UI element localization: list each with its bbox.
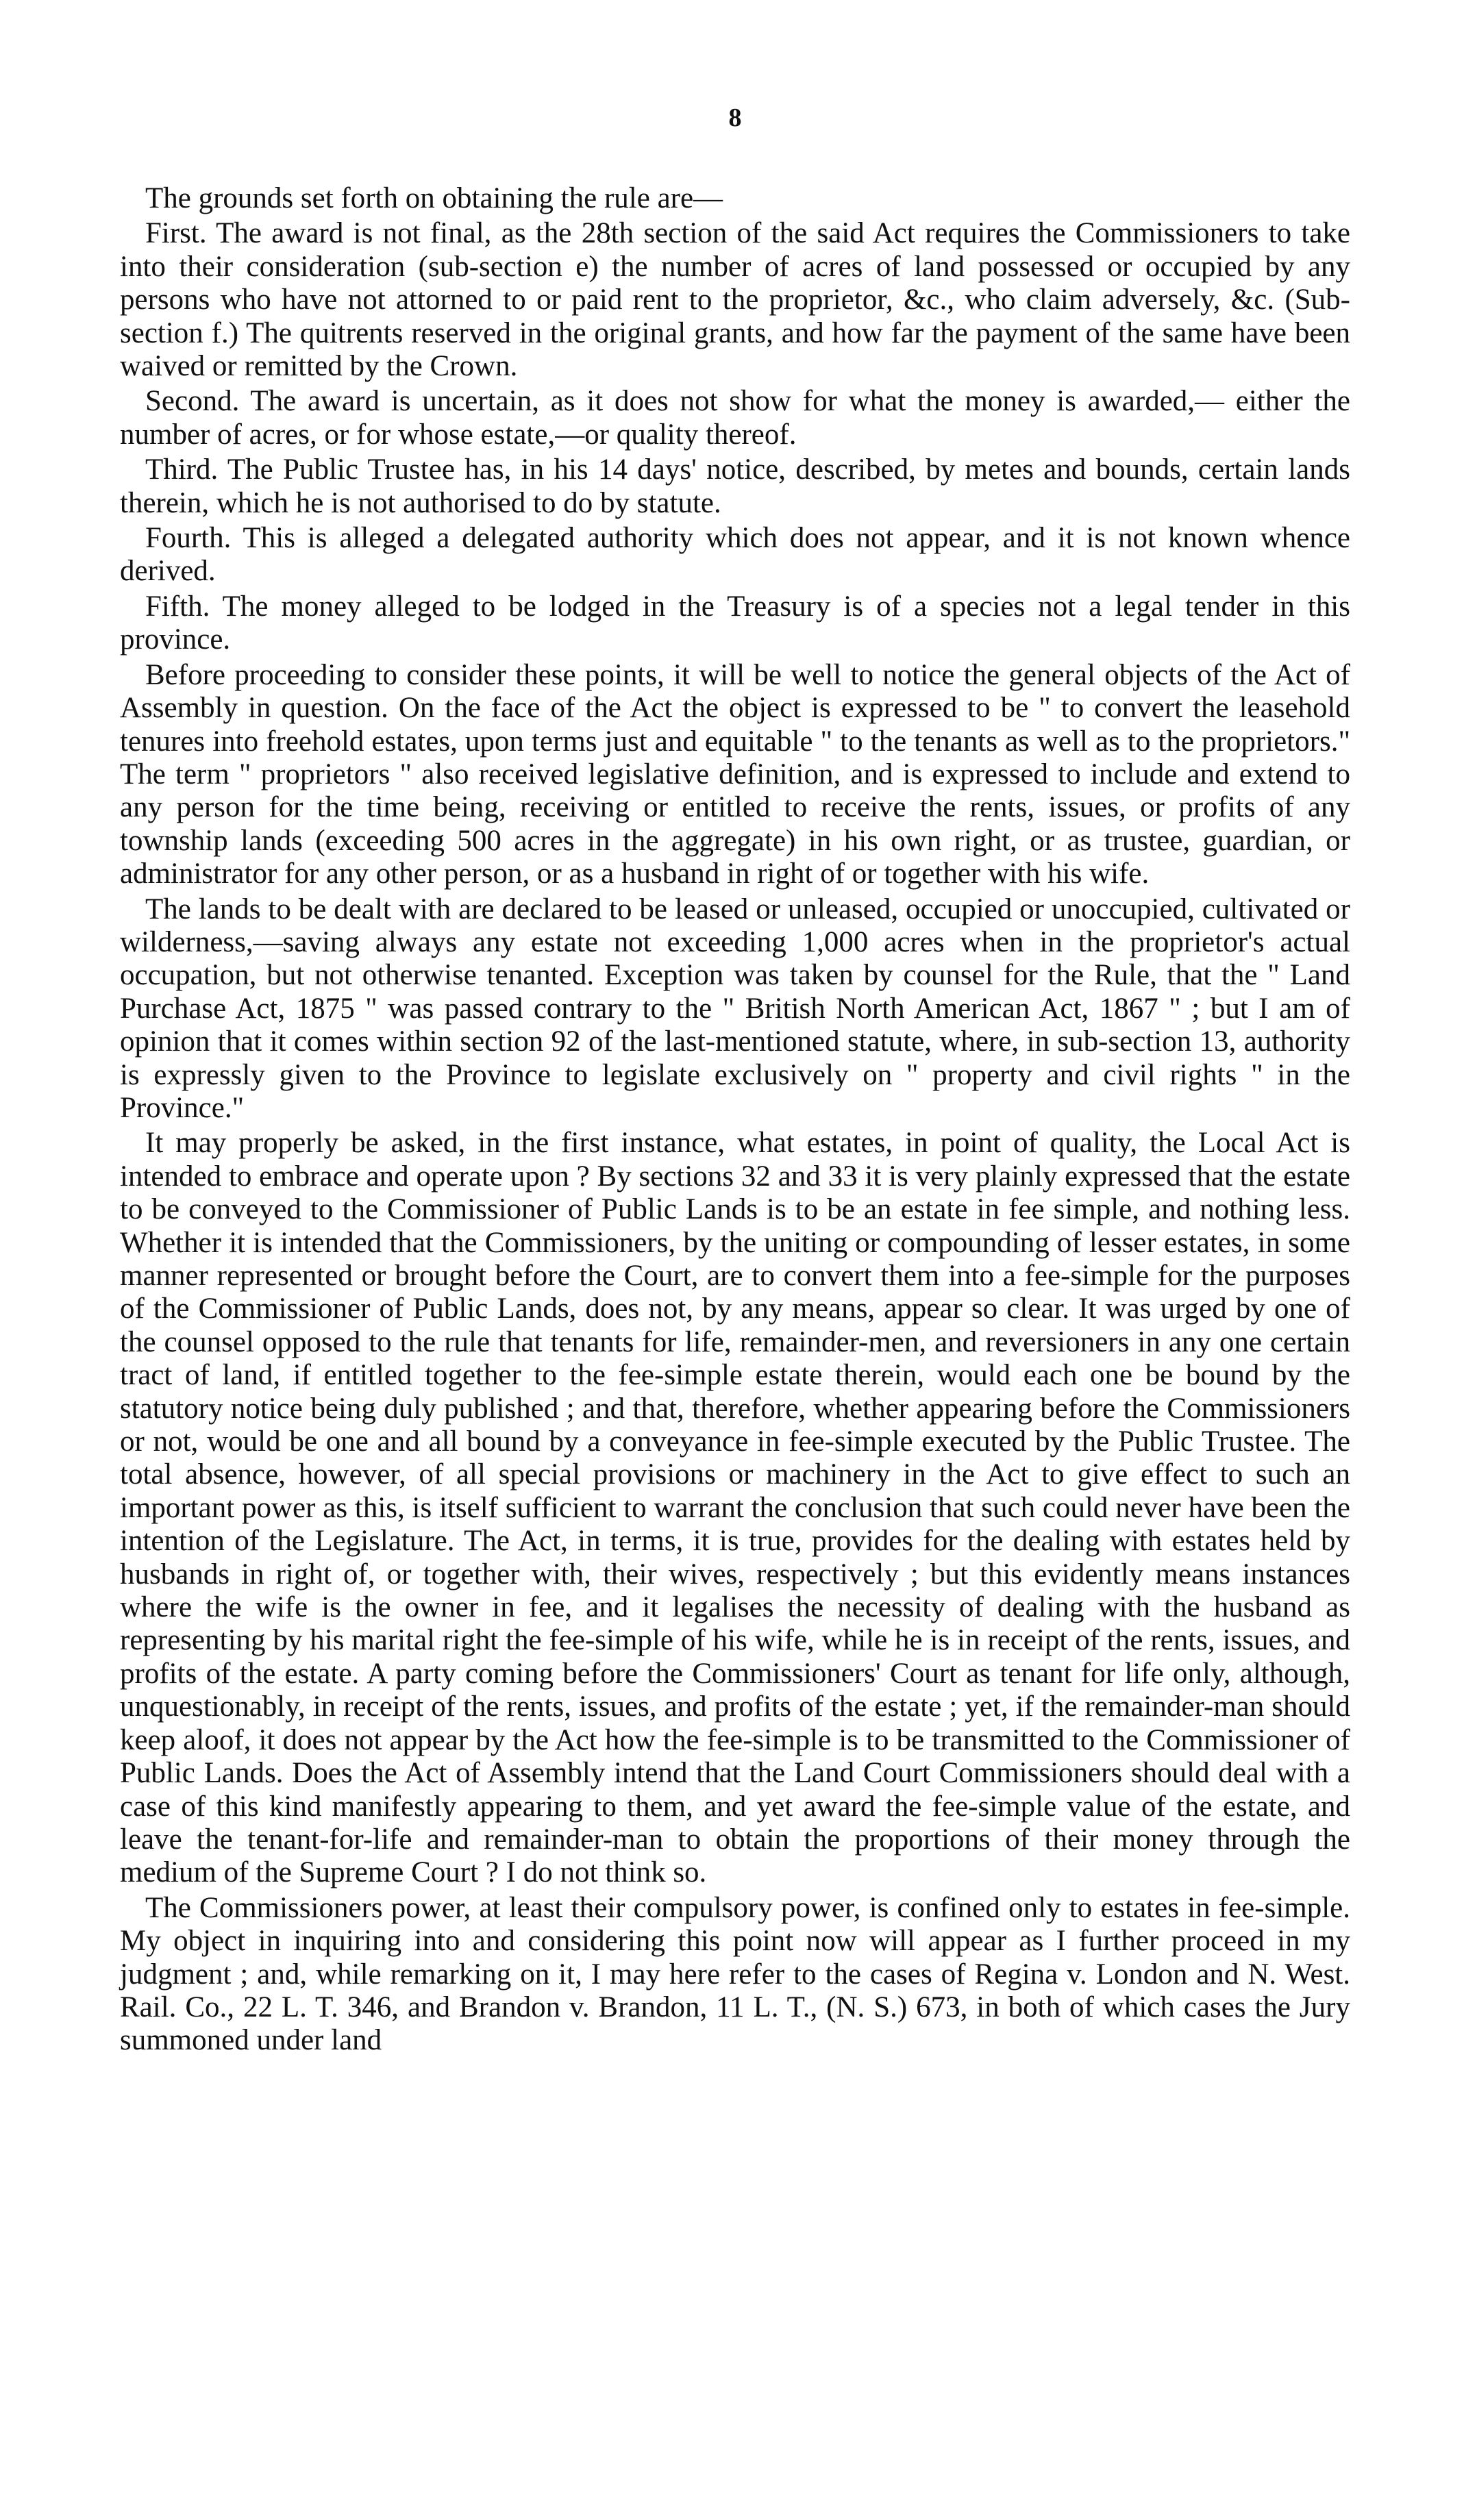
body-text [120,182,1350,2058]
paragraph-third-ground: Third. The Public Trustee has, in his 14 days' notice, described, by metes and bounds, certain lands therein, which he is not authorised to do by statute. [120,453,1350,519]
paragraph-second-ground: Second. The award is uncertain, as it does not show for what the money is awarded,— either the number of acres, or for whose estate,—or quality thereof. [120,385,1350,451]
paragraph-lands-dealt-with: The lands to be dealt with are declared to be leased or unleased, occupied or unoccupied, cultivated or wilderness,—saving always any estate not exceeding 1,000 acres when in the proprietor's actual occupation, but not otherwise tenanted. Exception was taken by counsel for the Rule, that the " Land Purchase Act, 1875 " was passed contrary to the " British North American Act, 1867 " ; but I am of opinion that it comes within section 92 of the last-mentioned statute, where, in sub-section 13, authority is expressly given to the Province to legislate exclusively on " property and civil rights " in the Province." [120,893,1350,1124]
paragraph-first-ground: First. The award is not final, as the 28th section of the said Act requires the Commissioners to take into their consideration (sub-section e) the number of acres of land possessed or occupied by any persons who have not attorned to or paid rent to the proprietor, &c., who claim adversely, &c. (Sub-section f.) The quitrents reserved in the original grants, and how far the payment of the same have been waived or remitted by the Crown. [120,217,1350,383]
paragraph-estates-quality: It may properly be asked, in the first instance, what estates, in point of quality, the Local Act is intended to embrace and operate upon ? By sections 32 and 33 it is very plainly expressed that the estate to be conveyed to the Commissioner of Public Lands is to be an estate in fee simple, and nothing less. Whether it is intended that the Commissioners, by the uniting or compounding of lesser estates, in some manner represented or brought before the Court, are to convert them into a fee-simple for the purposes of the Commissioner of Public Lands, does not, by any means, appear so clear. It was urged by one of the counsel opposed to the rule that tenants for life, remainder-men, and reversioners in any one certain tract of land, if entitled together to the fee-simple estate therein, would each one be bound by the statutory notice being duly published ; and that, therefore, whether appearing before the Commissioners or not, would be one and all bound by a conveyance in fee-simple executed by the Public Trustee. The total absence, however, of all special provisions or machinery in the Act to give effect to such an important power as this, is itself sufficient to warrant the conclusion that such could never have been the intention of the Legislature. The Act, in terms, it is true, provides for the dealing with estates held by husbands in right of, or together with, their wives, respectively ; but this evidently means instances where the wife is the owner in fee, and it legalises the necessity of dealing with the husband as representing by his marital right the fee-simple of his wife, while he is in receipt of the rents, issues, and profits of the estate. A party coming before the Commissioners' Court as tenant for life only, although, unquestionably, in receipt of the rents, issues, and profits of the estate ; yet, if the remainder-man should keep aloof, it does not appear by the Act how the fee-simple is to be transmitted to the Commissioner of Public Lands. Does the Act of Assembly intend that the Land Court Commissioners should deal with a case of this kind manifestly appearing to them, and yet award the fee-simple value of the estate, and leave the tenant-for-life and remainder-man to obtain the proportions of their money through the medium of the Supreme Court ? I do not think so. [120,1127,1350,1889]
paragraph-grounds-intro: The grounds set forth on obtaining the rule are— [145,182,723,214]
paragraph-fifth-ground: Fifth. The money alleged to be lodged in the Treasury is of a species not a legal tender in this province. [120,590,1350,656]
paragraph-fourth-ground: Fourth. This is alleged a delegated authority which does not appear, and it is not known whence derived. [120,522,1350,588]
paragraph-commissioners-power: The Commissioners power, at least their compulsory power, is confined only to estates in fee-simple. My object in inquiring into and considering this point now will appear as I further proceed in my judgment ; and, while remarking on it, I may here refer to the cases of Regina v. London and N. West. Rail. Co., 22 L. T. 346, and Brandon v. Brandon, 11 L. T., (N. S.) 673, in both of which cases the Jury summoned under land [120,1891,1350,2057]
paragraph-general-objects: Before proceeding to consider these points, it will be well to notice the general objects of the Act of Assembly in question. On the face of the Act the object is expressed to be " to convert the leasehold tenures into freehold estates, upon terms just and equitable " to the tenants as well as to the proprietors." The term " proprietors " also received legislative definition, and is expressed to include and extend to any person for the time being, receiving or entitled to receive the rents, issues, or profits of any township lands (exceeding 500 acres in the aggregate) in his own right, or as trustee, guardian, or administrator for any other person, or as a husband in right of or together with his wife. [120,658,1350,890]
page-number: 8 [728,103,742,132]
